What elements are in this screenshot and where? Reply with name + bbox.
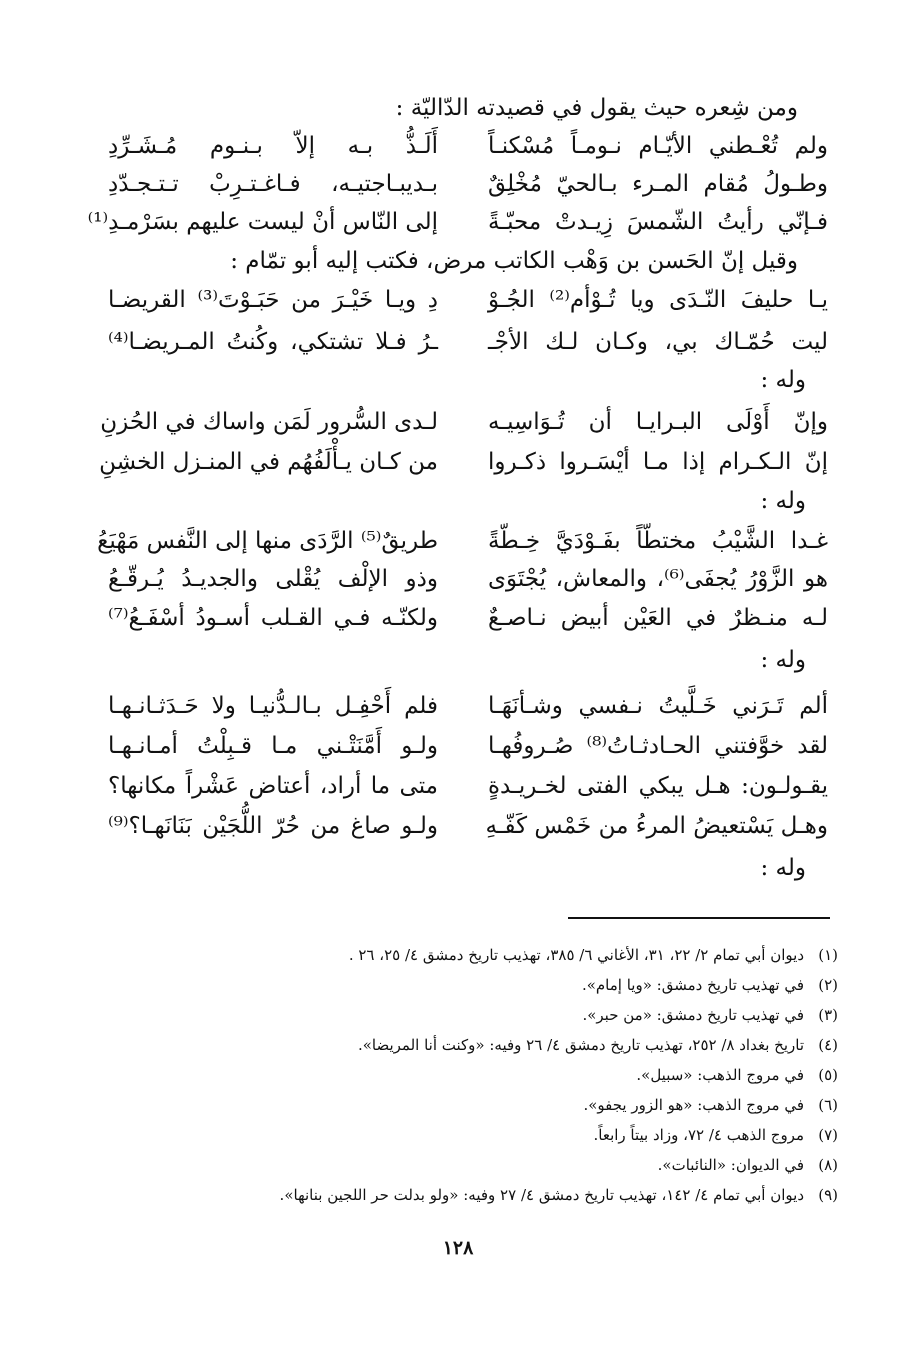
poem4-verse3-right: لـه منـظرٌ في العَيْن أبيض نـاصـعٌ	[488, 605, 828, 631]
poem5-verse2-right: لقد خوَّفتني الحـادثـاتُ⁽⁸⁾ صُـروفُهـا	[488, 733, 828, 759]
footnote-text: في مروج الذهب: «هو الزور يجفو».	[583, 1096, 804, 1114]
poem4-verse1-left: طريقٌ⁽⁵⁾ الرَّدَى منها إلى النَّفس مَهْيَعُ	[97, 528, 438, 554]
footnote-5	[636, 1064, 838, 1086]
footnote-2	[582, 974, 838, 996]
poem3-verse1-left: لـدى السُّرور لَمَن واساك في الحُزنِ	[100, 409, 438, 435]
poem4-verse2-right: هو الزَّوْرُ يُجفَى⁽⁶⁾، والمعاش، يُجْتَوَى	[488, 566, 829, 592]
poem1-verse3-right: فـإنّي رأيتُ الشّمسَ زِيـدتْ محبّـةً	[488, 209, 828, 235]
footnote-3	[582, 1004, 838, 1026]
footnote-8	[658, 1154, 838, 1176]
intro2-line: وقيل إنّ الحَسن بن وَهْب الكاتب مرض، فكتب إليه أبو تمّام :	[230, 248, 798, 274]
poem5-verse2-left: ولـو أَمَّنَتْـني مـا قـبِلْتُ أمـانـهـا	[108, 733, 438, 759]
footnote-7	[594, 1124, 839, 1146]
page-number: ١٢٨	[442, 1237, 474, 1259]
wa-lahu-heading: وله :	[760, 647, 806, 673]
wa-lahu-heading: وله :	[760, 488, 806, 514]
footnote-number: (٨)	[818, 1156, 838, 1174]
intro-line: ومن شِعره حيث يقول في قصيدته الدّاليّة :	[395, 95, 798, 121]
poem5-verse4-right: وهـل يَسْتعيضُ المرءُ من خَمْس كَفّـهِ	[485, 813, 828, 839]
poem4-verse2-left: وذو الإلْف يُقْلى والجديـدُ يُـرقّـعُ	[108, 566, 438, 592]
footnote-separator	[568, 917, 830, 919]
poem5-verse1-right: ألم تَـرَني خَـلَّيتُ نـفسي وشـأنَهَـا	[488, 693, 828, 719]
poem2-verse1-left: دِ ويـا خَيْـرَ من حَبَـوْتَ⁽³⁾ القريضـا	[108, 287, 438, 313]
footnote-text: في الديوان: «النائبات».	[657, 1156, 804, 1174]
footnote-1	[349, 944, 838, 966]
poem1-verse3-left: إلى النّاس أنْ ليست عليهم بسَرْمـدِ⁽¹⁾	[87, 209, 438, 235]
footnote-text: ديوان أبي تمام ٢/ ٢٢، ٣١، الأغاني ٦/ ٣٨٥، تهذيب تاريخ دمشق ٤/ ٢٥، ٢٦ .	[348, 946, 804, 964]
footnote-6	[583, 1094, 838, 1116]
footnote-text: في مروج الذهب: «سبيل».	[636, 1066, 804, 1084]
poem4-verse1-right: غـدا الشَّيْبُ مختطّاً بفَـوْدَيَّ خِـطّةً	[488, 528, 828, 554]
footnote-text: ديوان أبي تمام ٤/ ١٤٢، تهذيب تاريخ دمشق ٤/ ٢٧ وفيه: «ولو بدلت حر اللجين بنانها».	[279, 1186, 804, 1204]
wa-lahu-heading: وله :	[760, 367, 806, 393]
footnote-number: (٩)	[818, 1186, 838, 1204]
footnote-9	[280, 1184, 838, 1206]
wa-lahu-heading: وله :	[760, 855, 806, 881]
footnote-text: في تهذيب تاريخ دمشق: «من حبر».	[582, 1006, 804, 1024]
footnote-number: (٢)	[818, 976, 838, 994]
poem1-verse2-right: وطـولُ مُقام المـرء بـالحيّ مُخْلِقٌ	[488, 171, 828, 197]
poem5-verse4-left: ولـو صاغ من حُرّ اللُّجَيْن بَنَانَهـا؟⁽⁹⁾	[108, 813, 438, 839]
footnote-number: (٣)	[818, 1006, 838, 1024]
footnote-number: (٦)	[818, 1096, 838, 1114]
footnote-number: (١)	[818, 946, 838, 964]
poem1-verse1-left: أَلَـذُّ بـه إلاّ بـنـوم مُـشَـرِّدِ	[108, 133, 438, 159]
poem5-verse3-right: يقـولـون: هـل يبكي الفتى لخـريـدةٍ	[488, 773, 828, 799]
footnote-number: (٧)	[818, 1126, 838, 1144]
poem1-verse1-right: ولم تُعْـطني الأيّـام نـومـاً مُسْكنـاً	[488, 133, 828, 159]
footnote-4	[358, 1034, 838, 1056]
poem2-verse1-right: يـا حليفَ النّـدَى ويا تُـوْأم⁽²⁾ الجُـوْ	[488, 287, 828, 313]
footnote-text: تاريخ بغداد ٨/ ٢٥٢، تهذيب تاريخ دمشق ٤/ ٢٦ وفيه: «وكنت أنا المريضا».	[357, 1036, 804, 1054]
poem2-verse2-left: ـرُ فـلا تشتكي، وكُنتُ المـريضـا⁽⁴⁾	[108, 329, 438, 355]
poem2-verse2-right: ليت حُمّـاك بي، وكـان لـك الأجْـ	[488, 329, 828, 355]
poem4-verse3-left: ولكنّـه فـي القـلب أسـودُ أسْفَـعُ⁽⁷⁾	[108, 605, 438, 631]
poem5-verse3-left: متى ما أراد، أعتاض عَشْراً مكانها؟	[108, 773, 438, 799]
footnote-number: (٤)	[818, 1036, 838, 1054]
poem3-verse2-left: من كـان يـأْلَفُهُم في المنـزل الخشِنِ	[99, 449, 438, 475]
poem3-verse2-right: إنّ الـكـرام إذا مـا أيْسَـروا ذكـروا	[488, 449, 828, 475]
poem5-verse1-left: فلم أَحْفِـل بـالـدُّنيـا ولا حَـدَثـانـهـا	[108, 693, 438, 719]
footnote-number: (٥)	[818, 1066, 838, 1084]
poem3-verse1-right: وإنّ أَوْلَى البـرايـا أن تُـوَاسِيـه	[488, 409, 828, 435]
poem1-verse2-left: بـديبـاجتيـه، فـاغـتـرِبْ تـتـجـدّدِ	[108, 171, 438, 197]
footnote-text: في تهذيب تاريخ دمشق: «ويا إمام».	[581, 976, 804, 994]
footnote-text: مروج الذهب ٤/ ٧٢، وزاد بيتاً رابعاً.	[593, 1126, 804, 1144]
